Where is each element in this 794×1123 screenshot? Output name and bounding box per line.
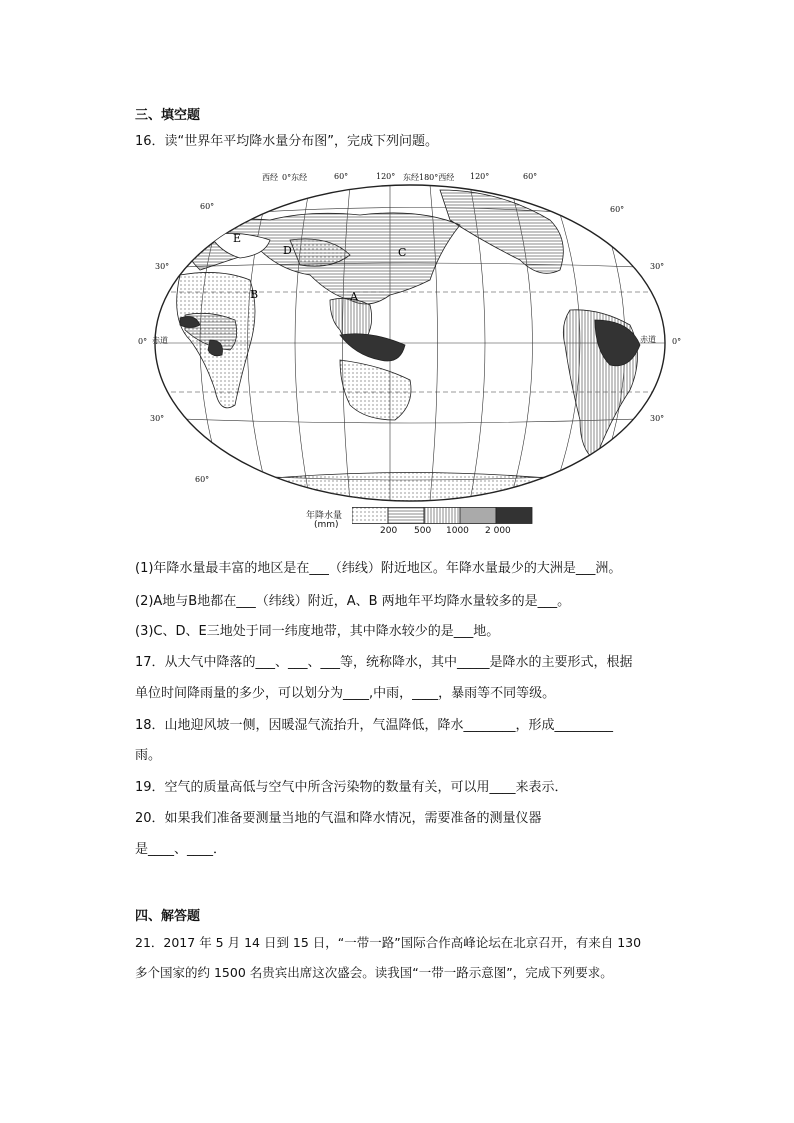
legend-swatches bbox=[352, 507, 534, 524]
question-16-intro: 16．读“世界年平均降水量分布图”，完成下列问题。 bbox=[135, 134, 439, 149]
legend-tick-200: 200 bbox=[380, 526, 398, 536]
map-lat-left-60s: 60° bbox=[195, 475, 210, 484]
question-21-line2: 多个国家的约 1500 名贵宾出席这次盛会。读我国“一带一路示意图”，完成下列要求。 bbox=[135, 965, 613, 980]
question-16-sub3: (3)C、D、E三地处于同一纬度地带，其中降水较少的是___地。 bbox=[135, 624, 500, 639]
question-19: 19．空气的质量高低与空气中所含污染物的数量有关，可以用____来表示． bbox=[135, 780, 568, 795]
map-lon-label-60: 60° bbox=[334, 172, 349, 181]
question-18-line2: 雨。 bbox=[135, 748, 162, 763]
question-16-sub1: (1)年降水量最丰富的地区是在___（纬线）附近地区。年降水量最少的大洲是___洲。 bbox=[135, 561, 622, 576]
map-lon-label-60w: 60° bbox=[523, 172, 538, 181]
legend-title: 年降水量 bbox=[306, 511, 343, 521]
question-16-sub2: (2)A地与B地都在___（纬线）附近，A、B 两地年平均降水量较多的是___。 bbox=[135, 594, 571, 609]
map-lon-label-0-east: 0°东经 bbox=[282, 173, 308, 182]
map-lon-label-120: 120° bbox=[376, 172, 396, 181]
question-20-line2: 是____、____． bbox=[135, 842, 227, 857]
map-lat-right-30s: 30° bbox=[650, 414, 665, 423]
section-title-answer: 四、解答题 bbox=[135, 909, 201, 924]
map-lon-label-west: 西经 bbox=[262, 173, 278, 182]
map-point-A: A bbox=[350, 290, 358, 303]
map-equator-right: 赤道 bbox=[640, 335, 656, 344]
map-lat-left-30n: 30° bbox=[155, 262, 170, 271]
map-lat-right-30n: 30° bbox=[650, 262, 665, 271]
map-point-D: D bbox=[283, 244, 292, 257]
map-lat-right-60n: 60° bbox=[610, 205, 625, 214]
question-20-line1: 20．如果我们准备要测量当地的气温和降水情况，需要准备的测量仪器 bbox=[135, 811, 542, 826]
legend-tick-2000: 2 000 bbox=[485, 526, 511, 536]
map-point-C: C bbox=[398, 246, 407, 259]
legend-tick-1000: 1000 bbox=[446, 526, 469, 536]
question-18-line1: 18．山地迎风坡一侧，因暖湿气流抬升，气温降低，降水________，形成_________ bbox=[135, 718, 614, 733]
question-17-line1: 17．从大气中降落的___、___、___等，统称降水，其中_____是降水的主要形式，根据 bbox=[135, 655, 633, 670]
question-21-line1: 21．2017 年 5 月 14 日到 15 日，“一带一路”国际合作高峰论坛在北京召开，有来自 130 bbox=[135, 935, 642, 950]
map-lat-right-0: 0° bbox=[672, 337, 682, 346]
map-lat-left-60n: 60° bbox=[200, 202, 215, 211]
legend-unit: (mm) bbox=[314, 520, 339, 530]
map-lon-label-180: 东经180°西经 bbox=[403, 173, 455, 182]
map-point-B: B bbox=[250, 288, 259, 301]
map-lon-label-120w: 120° bbox=[470, 172, 490, 181]
world-precipitation-map bbox=[140, 180, 680, 505]
map-point-E: E bbox=[233, 232, 242, 245]
map-lat-left-30s: 30° bbox=[150, 414, 165, 423]
map-equator-left: 赤道 bbox=[152, 336, 168, 345]
section-title-fill-blank: 三、填空题 bbox=[135, 108, 201, 123]
legend-tick-500: 500 bbox=[414, 526, 432, 536]
map-lat-left-0: 0° bbox=[138, 337, 148, 346]
question-17-line2: 单位时间降雨量的多少，可以划分为____,中雨，____，暴雨等不同等级。 bbox=[135, 686, 556, 701]
